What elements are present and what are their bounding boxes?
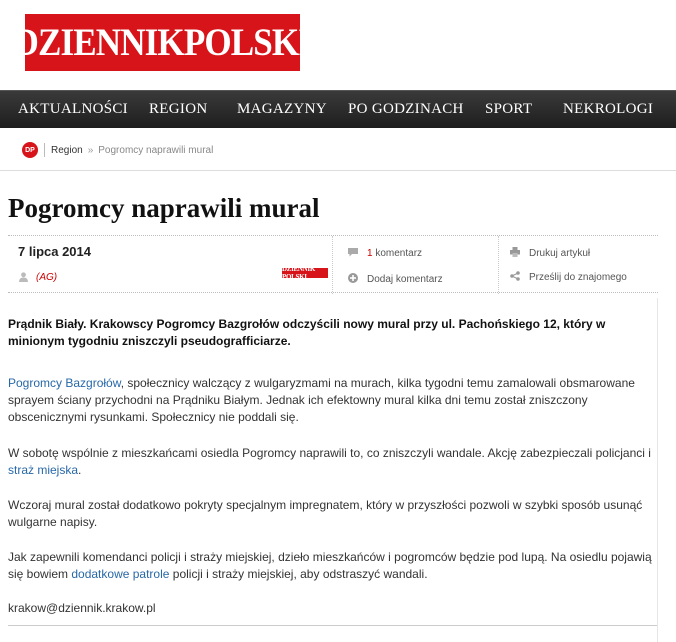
- nav-item-sport[interactable]: SPORT: [485, 101, 533, 117]
- nav-item-region[interactable]: REGION: [149, 101, 208, 117]
- paragraph-text: policji i straży miejskiej, aby odstraszyć wandali.: [169, 567, 428, 581]
- comments-label: komentarz: [375, 248, 423, 259]
- print-icon: [510, 247, 520, 257]
- article-title: Pogromcy naprawili mural: [8, 193, 320, 223]
- divider: [0, 170, 676, 171]
- breadcrumb-separator: »: [87, 144, 94, 156]
- breadcrumb: [22, 142, 213, 158]
- user-icon: [19, 272, 28, 282]
- article-date: 7 lipca 2014: [18, 244, 91, 259]
- add-icon: [348, 273, 358, 283]
- divider: [8, 625, 658, 626]
- comments-count: 1: [367, 248, 373, 259]
- pogromcy-bazgrolow-link[interactable]: Pogromcy Bazgrołów: [8, 376, 121, 390]
- column-border: [657, 298, 658, 642]
- paragraph-text: , społecznicy walczący z wulgaryzmami na murach, kilka tygodni temu zamalowali obsmarowane sprayem ściany przychodni na Prądniku Białym. Jednak ich efektowny mural kilka dni temu został zniszczony obscenicznymi rysunkami. Społecznicy nie poddali się.: [8, 376, 635, 424]
- comments-link[interactable]: [367, 248, 422, 259]
- paragraph-text: .: [78, 463, 82, 477]
- breadcrumb-divider: [44, 143, 45, 157]
- comment-icon: [348, 247, 358, 257]
- article-paragraph: Wczoraj mural został dodatkowo pokryty specjalnym impregnatem, który w przyszłości pozwoli w szybki sposób usunąć wulgarne napisy.: [8, 498, 643, 529]
- site-logo-text: DZIENNIKPOLSKI: [13, 21, 312, 64]
- nav-item-magazyny[interactable]: MAGAZYNY: [237, 101, 327, 117]
- add-comment-link[interactable]: Dodaj komentarz: [367, 274, 443, 285]
- contact-email[interactable]: krakow@dziennik.krakow.pl: [8, 601, 156, 615]
- site-logo[interactable]: [13, 14, 312, 71]
- paragraph-text: Jak zapewnili komendanci policji i straży miejskiej, dzieło mieszkańców i pogromców będzie pod lupą. Na osiedlu pojawią się bowiem: [8, 550, 652, 581]
- article-paragraph: [8, 445, 660, 479]
- meta-divider: [498, 236, 499, 294]
- meta-divider: [332, 236, 333, 294]
- straz-miejska-link[interactable]: straż miejska: [8, 463, 79, 477]
- dp-badge-icon[interactable]: DP: [22, 142, 38, 158]
- breadcrumb-region[interactable]: Region: [51, 144, 83, 156]
- article-lead: Prądnik Biały. Krakowscy Pogromcy Bazgrołów odczyścili nowy mural przy ul. Pachońskiego 12, który w minionym tygodniu zniszczyli pseudografficiarze.: [8, 317, 606, 348]
- dodatkowe-patrole-link[interactable]: dodatkowe patrole: [71, 567, 170, 581]
- main-nav: [0, 90, 676, 128]
- dziennik-polski-small-logo: DZIENNIK POLSKI: [282, 268, 328, 278]
- nav-item-nekrologi[interactable]: NEKROLOGI: [563, 101, 654, 117]
- share-link[interactable]: Prześlij do znajomego: [529, 272, 627, 283]
- share-icon: [510, 271, 520, 281]
- article-meta: [8, 235, 658, 293]
- article-paragraph: [8, 549, 660, 583]
- print-article-link[interactable]: Drukuj artykuł: [529, 248, 591, 259]
- article-paragraph: [8, 375, 660, 426]
- breadcrumb-current: Pogromcy naprawili mural: [98, 144, 214, 156]
- nav-item-po-godzinach[interactable]: PO GODZINACH: [348, 101, 464, 117]
- nav-item-aktualnosci[interactable]: AKTUALNOŚCI: [18, 101, 128, 117]
- article-author[interactable]: (AG): [36, 272, 58, 283]
- paragraph-text: W sobotę wspólnie z mieszkańcami osiedla Pogromcy naprawili to, co zniszczyli wandale. Akcję zabezpieczali policjanci i: [8, 446, 651, 460]
